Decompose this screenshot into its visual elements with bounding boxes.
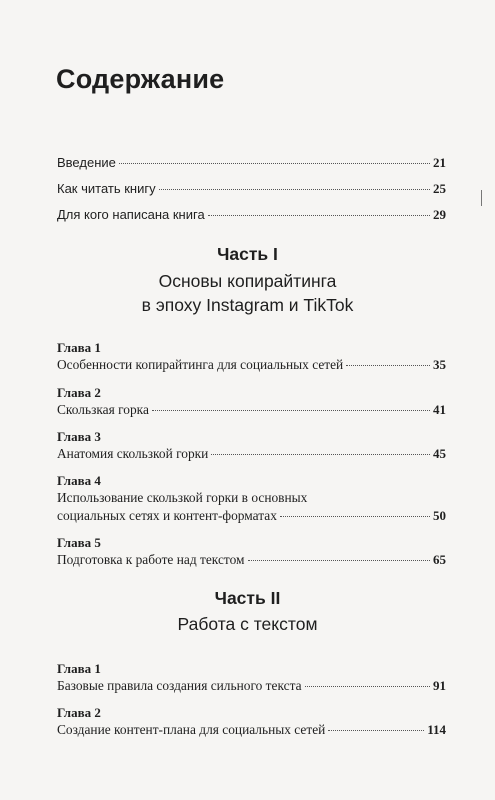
- page-edge-mark: [481, 190, 482, 206]
- toc-entry-part1-ch5[interactable]: [57, 552, 446, 568]
- toc-entry-part2-ch2[interactable]: [57, 722, 446, 738]
- toc-entry-part1-ch3[interactable]: [57, 446, 446, 462]
- dot-leader: [346, 364, 430, 366]
- toc-entry-page: 45: [433, 446, 446, 461]
- dot-leader: [211, 453, 430, 455]
- chapter-label: Глава 2: [57, 705, 101, 720]
- toc-entry-title: Анатомия скользкой горки: [57, 446, 209, 461]
- toc-entry-title: Создание контент-плана для социальных сетей: [57, 722, 326, 737]
- toc-entry-title: Использование скользкой горки в основных: [57, 490, 308, 505]
- toc-entry-how-to-read[interactable]: [57, 181, 446, 197]
- toc-entry-title: Особенности копирайтинга для социальных сетей: [57, 357, 344, 372]
- part-1-subtitle-line: в эпоху Instagram и TikTok: [141, 295, 354, 315]
- chapter-label: Глава 5: [57, 535, 101, 550]
- toc-entry-page: 35: [433, 357, 446, 372]
- dot-leader: [119, 162, 430, 164]
- part-1-label: Часть I: [217, 244, 278, 264]
- dot-leader: [152, 409, 430, 411]
- toc-entry-title: Для кого написана книга: [57, 207, 205, 222]
- chapter-label: Глава 1: [57, 661, 101, 676]
- chapter-label: Глава 4: [57, 473, 101, 488]
- toc-entry-title: Базовые правила создания сильного текста: [57, 678, 302, 693]
- toc-entry-title: Скользкая горка: [57, 402, 149, 417]
- toc-entry-title: социальных сетях и контент-форматах: [57, 508, 277, 523]
- dot-leader: [208, 214, 430, 216]
- toc-entry-page: 21: [433, 155, 446, 170]
- part-1-subtitle-line: Основы копирайтинга: [158, 271, 337, 291]
- toc-entry-page: 114: [427, 722, 446, 737]
- toc-entry-audience[interactable]: [57, 207, 446, 223]
- toc-entry-part2-ch1[interactable]: [57, 678, 446, 694]
- dot-leader: [159, 188, 430, 190]
- page-title: Содержание: [56, 64, 225, 94]
- dot-leader: [248, 559, 431, 561]
- dot-leader: [280, 515, 430, 517]
- toc-entry-part1-ch4[interactable]: [57, 508, 446, 524]
- toc-entry-page: 91: [433, 678, 446, 693]
- toc-entry-title: Подготовка к работе над текстом: [57, 552, 245, 567]
- toc-entry-page: 41: [433, 402, 446, 417]
- dot-leader: [328, 729, 424, 731]
- toc-entry-page: 65: [433, 552, 446, 567]
- toc-entry-part1-ch1[interactable]: [57, 357, 446, 373]
- chapter-label: Глава 2: [57, 385, 101, 400]
- toc-entry-page: 29: [433, 207, 446, 222]
- toc-entry-title: Как читать книгу: [57, 181, 156, 196]
- dot-leader: [305, 685, 430, 687]
- toc-entry-intro[interactable]: [57, 155, 446, 171]
- chapter-label: Глава 1: [57, 340, 101, 355]
- part-2-label: Часть II: [214, 588, 281, 608]
- chapter-label: Глава 3: [57, 429, 101, 444]
- toc-entry-title: Введение: [57, 155, 116, 170]
- toc-entry-part1-ch2[interactable]: [57, 402, 446, 418]
- toc-entry-page: 50: [433, 508, 446, 523]
- part-2-subtitle-line: Работа с текстом: [177, 614, 318, 634]
- toc-entry-page: 25: [433, 181, 446, 196]
